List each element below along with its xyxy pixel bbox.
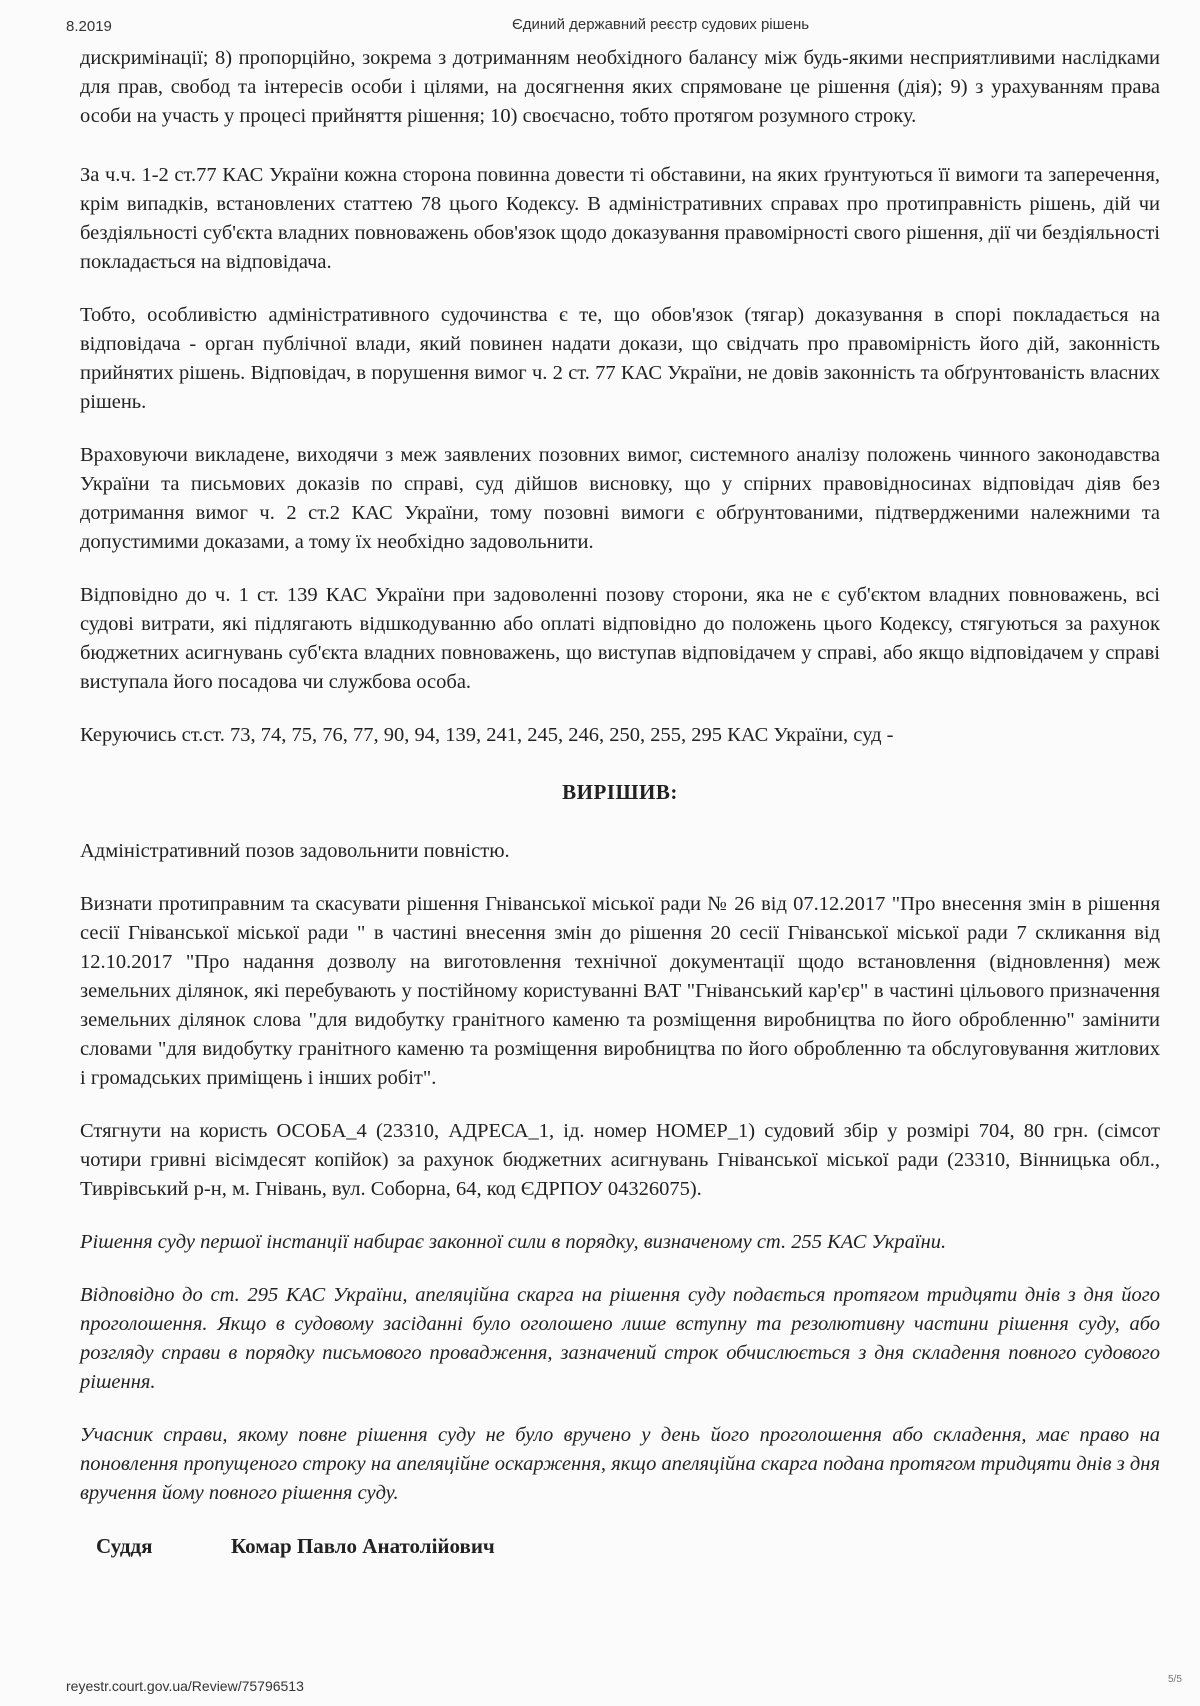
- italic-notice: Учасник справи, якому повне рішення суду не було вручено у день його проголошення або складення, має право на поновлення пропущеного строку на апеляційне оскарження, якщо апеляційна скарга подана протягом тридцяти днів з дня вручення йому повного рішення суду.: [80, 1424, 1160, 1504]
- header-date: 8.2019: [66, 18, 112, 35]
- document-body: [80, 44, 1160, 1561]
- paragraph: Враховуючи викладене, виходячи з меж заявлених позовних вимог, системного аналізу положень чинного законодавства України та письмових доказів по справі, суд дійшов висновку, що у спірних правовідносинах відповідач діяв без дотримання вимог ч. 2 ст.2 КАС України, тому позовні вимоги є обґрунтованими, підтвердженими належними та допустимими доказами, а тому їх необхідно задовольнити.: [80, 444, 1160, 553]
- paragraph: дискримінації; 8) пропорційно, зокрема з дотриманням необхідного балансу між будь-якими несприятливими наслідками для прав, свобод та інтересів особи і цілями, на досягнення яких спрямоване це рішення (дія); 9) з урахуванням права особи на участь у процесі прийняття рішення; 10) своєчасно, тобто протягом розумного строку.: [80, 47, 1160, 127]
- signature-role: Суддя: [96, 1534, 153, 1558]
- paragraph: Керуючись ст.ст. 73, 74, 75, 76, 77, 90, 94, 139, 241, 245, 246, 250, 255, 295 КАС України, суд -: [80, 724, 894, 746]
- decision-heading: ВИРІШИВ:: [562, 780, 678, 804]
- paragraph: Визнати протиправним та скасувати рішення Гніванської міської ради № 26 від 07.12.2017 "Про внесення змін в рішення сесії Гніванської міської ради " в частині внесення змін до рішення 20 сесії Гніванської міської ради 7 скликання від 12.10.2017 "Про надання дозволу на виготовлення технічної документації щодо встановлення (відновлення) меж земельних ділянок, які перебувають у постійному користуванні ВАТ "Гніванський кар'єр" в частині цільового призначення земельних ділянок слова "для видобутку гранітного каменю та розміщення виробництва по його обробленню" замінити словами "для видобутку гранітного каменю та розміщення виробництва по його обробленню та обслуговування житлових і громадських приміщень і інших робіт".: [80, 893, 1160, 1089]
- signature-name: Комар Павло Анатолійович: [231, 1534, 495, 1558]
- paragraph: Адміністративний позов задовольнити повністю.: [80, 840, 510, 862]
- footer-url[interactable]: reyestr.court.gov.ua/Review/75796513: [66, 1678, 304, 1694]
- paragraph: Тобто, особливістю адміністративного судочинства є те, що обов'язок (тягар) доказування в спорі покладається на відповідача - орган публічної влади, який повинен надати докази, що свідчать про правомірність його дій, законність прийнятих рішень. Відповідач, в порушення вимог ч. 2 ст. 77 КАС України, не довів законність та обґрунтованість власних рішень.: [80, 304, 1160, 413]
- paragraph: Стягнути на користь ОСОБА_4 (23310, АДРЕСА_1, ід. номер НОМЕР_1) судовий збір у розмірі 704, 80 грн. (сімсот чотири гривні вісімдесят копійок) за рахунок бюджетних асигнувань Гніванської міської ради (23310, Вінницька обл., Тиврівський р-н, м. Гнівань, вул. Соборна, 64, код ЄДРПОУ 04326075).: [80, 1120, 1160, 1200]
- signature-line: [80, 1532, 1160, 1561]
- header-title: Єдиний державний реєстр судових рішень: [512, 16, 810, 33]
- paragraph: Відповідно до ч. 1 ст. 139 КАС України при задоволенні позову сторони, яка не є суб'єктом владних повноважень, всі судові витрати, які підлягають відшкодуванню або оплаті відповідно до положень цього Кодексу, стягуються за рахунок бюджетних асигнувань суб'єкта владних повноважень, що виступав відповідачем у справі, або якщо відповідачем у справі виступала його посадова чи службова особа.: [80, 584, 1160, 693]
- italic-notice: Відповідно до ст. 295 КАС України, апеляційна скарга на рішення суду подається протягом тридцяти днів з дня його проголошення. Якщо в судовому засіданні було оголошено лише вступну та резолютивну частини рішення суду, або розгляду справи в порядку письмового провадження, зазначений строк обчислюється з дня складення повного судового рішення.: [80, 1284, 1160, 1393]
- italic-notice: Рішення суду першої інстанції набирає законної сили в порядку, визначеному ст. 255 КАС України.: [80, 1231, 947, 1253]
- page-number: 5/5: [1168, 1674, 1182, 1685]
- paragraph: За ч.ч. 1-2 ст.77 КАС України кожна сторона повинна довести ті обставини, на яких ґрунтуються її вимоги та заперечення, крім випадків, встановлених статтею 78 цього Кодексу. В адміністративних справах про протиправність рішень, дій чи бездіяльності суб'єкта владних повноважень обов'язок щодо доказування правомірності свого рішення, дії чи бездіяльності покладається на відповідача.: [80, 164, 1160, 273]
